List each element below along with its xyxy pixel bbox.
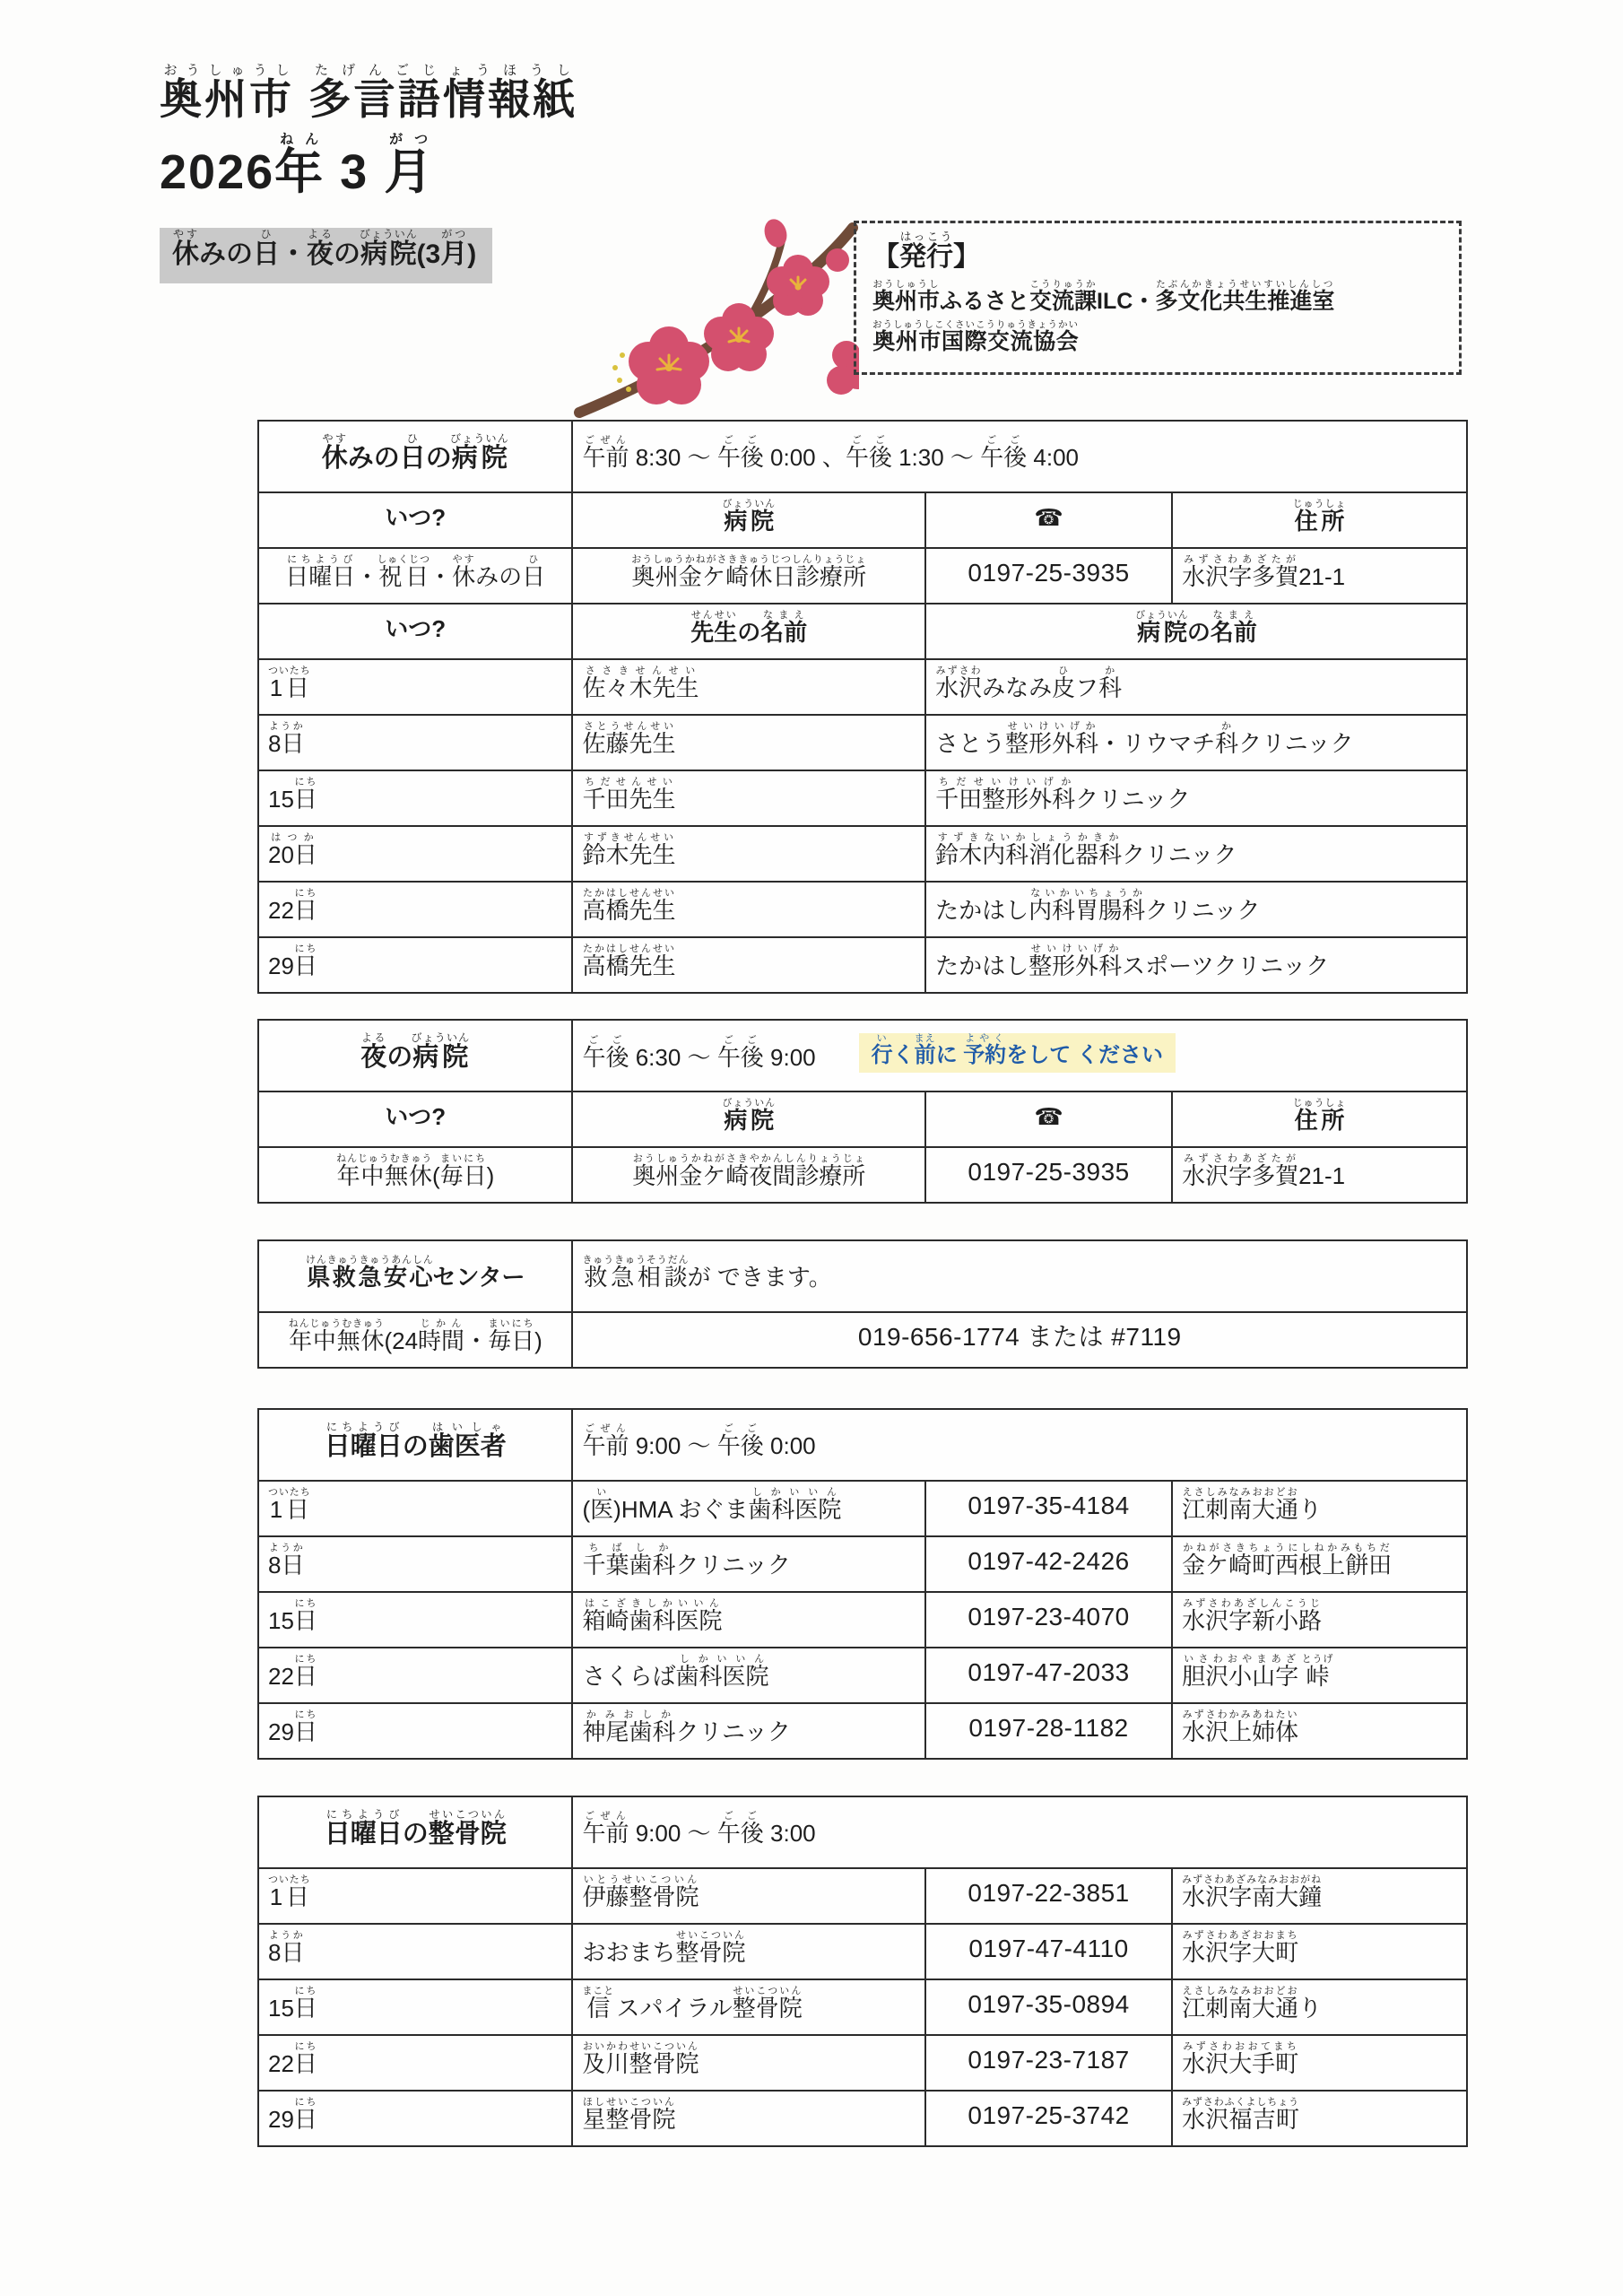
cell-clinic: 神尾歯科かみおしかクリニック: [572, 1703, 925, 1759]
cell-hospital: 奥州金ケ崎夜間診療所おうしゅうかねがさきやかんしんりょうじょ: [572, 1147, 925, 1203]
cell-address: 水沢字南大鐘みずさわあざみなみおおがね: [1172, 1868, 1467, 1924]
col-header-when: いつ?: [258, 1091, 572, 1147]
column-header-row: [258, 492, 1467, 548]
cell-phone: 0197-25-3742: [925, 2091, 1172, 2146]
table-row: [258, 937, 1467, 993]
subtitle-banner: 休やすみの日ひ・夜よるの病院びょういん(3月がつ): [160, 228, 492, 283]
cell-day: 20日はつか: [258, 826, 572, 882]
cell-clinic: 伊藤整骨院いとうせいこついん: [572, 1868, 925, 1924]
cell-clinic: さとう整形外科せいけいげか・リウマチ科かクリニック: [925, 715, 1467, 770]
cell-clinic: 信まこと スパイラル整骨院せいこついん: [572, 1979, 925, 2035]
table-row: [258, 659, 1467, 715]
cell-phone: 0197-23-4070: [925, 1592, 1172, 1648]
cell-day: 1日ついたち: [258, 1868, 572, 1924]
sunday-dentist-table: [257, 1408, 1468, 1760]
cell-phone: 0197-47-4110: [925, 1924, 1172, 1979]
night-hours-cell: [572, 1020, 1467, 1091]
col-header-hospital: 病院びょういん: [572, 492, 925, 548]
publisher-box: [854, 221, 1462, 375]
col-header-when: いつ?: [258, 604, 572, 659]
phone-icon: ☎: [925, 1091, 1172, 1147]
cell-hospital: 奥州金ケ崎休日診療所おうしゅうかねがさききゅうじつしんりょうじょ: [572, 548, 925, 604]
table-title-row: [258, 1409, 1467, 1481]
emergency-description: 救急相談きゅうきゅうそうだんが できます。: [572, 1240, 1467, 1312]
cell-phone: 0197-25-3935: [925, 548, 1172, 604]
cell-phone: 019-656-1774 または #7119: [572, 1312, 1467, 1368]
table-row: [258, 1979, 1467, 2035]
cell-when: 年中無休ねんじゅうむきゅう(24時間じかん・毎日まいにち): [258, 1312, 572, 1368]
cell-address: 江刺南大通えさしみなみおおどおり: [1172, 1979, 1467, 2035]
cell-doctor: 鈴木先生すずきせんせい: [572, 826, 925, 882]
col-header-doctor-name: 先生せんせいの名前なまえ: [572, 604, 925, 659]
publisher-line: 奥州市国際交流協会おうしゅうしこくさいこうりゅうきょうかい: [872, 318, 1079, 354]
night-hours: 午後ごご 6:30 ～ 午後ごご 9:00: [582, 1035, 816, 1072]
column-header-row: [258, 604, 1467, 659]
cell-day: 1日ついたち: [258, 1481, 572, 1536]
table-row: [258, 2035, 1467, 2091]
reservation-note: 行いく前まえに 予約よやくをして ください: [859, 1033, 1176, 1073]
holiday-table-title: 休やすみの日ひの病院びょういん: [258, 421, 572, 492]
plum-blossom-illustration: [563, 204, 859, 420]
title-block: [160, 63, 577, 283]
cell-doctor: 佐々木先生ささきせんせい: [572, 659, 925, 715]
column-header-row: [258, 1091, 1467, 1147]
cell-clinic: 水沢みずさわみなみ皮ひフ科か: [925, 659, 1467, 715]
cell-day: 29日にち: [258, 1703, 572, 1759]
cell-day: 15日にち: [258, 1592, 572, 1648]
sunday-osteopath-table: [257, 1796, 1468, 2147]
table-title-row: [258, 1796, 1467, 1868]
col-header-address: 住所じゅうしょ: [1172, 492, 1467, 548]
cell-day: 1日ついたち: [258, 659, 572, 715]
cell-address: 水沢字多賀みずさわあざたが21-1: [1172, 1147, 1467, 1203]
holiday-hours: 午前ごぜん 8:30 ～ 午後ごご 0:00 、午後ごご 1:30 ～ 午後ごご 4:00: [572, 421, 1467, 492]
table-row: [258, 826, 1467, 882]
dentist-hours: 午前ごぜん 9:00 ～ 午後ごご 0:00: [572, 1409, 1467, 1481]
table-row: [258, 770, 1467, 826]
page-title: 奥州市おうしゅうし 多言語情報紙たげんごじょうほうし: [160, 63, 578, 123]
night-hospital-table: [257, 1019, 1468, 1204]
cell-address: 水沢字新小路みずさわあざしんこうじ: [1172, 1592, 1467, 1648]
cell-clinic: 箱崎歯科医院はこざきしかいいん: [572, 1592, 925, 1648]
holiday-hospital-table: [257, 420, 1468, 994]
table-row: [258, 1536, 1467, 1592]
cell-phone: 0197-28-1182: [925, 1703, 1172, 1759]
table-title-row: [258, 1020, 1467, 1091]
cell-day: 15日にち: [258, 1979, 572, 2035]
cell-clinic: 鈴木内科消化器科すずきないかしょうかきかクリニック: [925, 826, 1467, 882]
table-row: [258, 1312, 1467, 1368]
cell-doctor: 高橋先生たかはしせんせい: [572, 937, 925, 993]
col-header-hospital: 病院びょういん: [572, 1091, 925, 1147]
table-row: [258, 548, 1467, 604]
cell-address: 水沢字大町みずさわあざおおまち: [1172, 1924, 1467, 1979]
cell-phone: 0197-35-0894: [925, 1979, 1172, 2035]
night-table-title: 夜よるの病院びょういん: [258, 1020, 572, 1091]
cell-when: 年中無休ねんじゅうむきゅう(毎日まいにち): [258, 1147, 572, 1203]
table-row: [258, 715, 1467, 770]
cell-clinic: (医い)HMA おぐま歯科医院しかいいん: [572, 1481, 925, 1536]
cell-day: 22日にち: [258, 2035, 572, 2091]
table-row: [258, 1592, 1467, 1648]
cell-day: 8日ようか: [258, 715, 572, 770]
cell-day: 29日にち: [258, 2091, 572, 2146]
cell-day: 8日ようか: [258, 1536, 572, 1592]
publisher-line: 奥州市おうしゅうしふるさと交流課こうりゅうかILC・多文化共生推進室たぶんかきょうせいすいしんしつ: [872, 278, 1335, 314]
col-header-address: 住所じゅうしょ: [1172, 1091, 1467, 1147]
cell-day: 29日にち: [258, 937, 572, 993]
cell-phone: 0197-47-2033: [925, 1648, 1172, 1703]
cell-address: 胆沢小山字いさわおやまあざ 峠とうげ: [1172, 1648, 1467, 1703]
phone-icon: ☎: [925, 492, 1172, 548]
table-title-row: [258, 421, 1467, 492]
cell-when: 日曜日にちようび・祝日しゅくじつ・休やすみの日ひ: [258, 548, 572, 604]
cell-clinic: 千田整形外科ちだせいけいげかクリニック: [925, 770, 1467, 826]
cell-clinic: 星整骨院ほしせいこついん: [572, 2091, 925, 2146]
cell-address: 水沢字多賀みずさわあざたが21-1: [1172, 548, 1467, 604]
publisher-label: 【発行はっこう】: [872, 230, 980, 272]
col-header-when: いつ?: [258, 492, 572, 548]
cell-phone: 0197-22-3851: [925, 1868, 1172, 1924]
cell-day: 8日ようか: [258, 1924, 572, 1979]
cell-clinic: 千葉歯科ちばしかクリニック: [572, 1536, 925, 1592]
dentist-table-title: 日曜日にちようびの歯医者はいしゃ: [258, 1409, 572, 1481]
cell-address: 水沢福吉町みずさわふくよしちょう: [1172, 2091, 1467, 2146]
cell-phone: 0197-25-3935: [925, 1147, 1172, 1203]
cell-doctor: 千田先生ちだせんせい: [572, 770, 925, 826]
issue-date: 2026年ねん 3 月がつ: [160, 131, 435, 199]
cell-address: 水沢大手町みずさわおおてまち: [1172, 2035, 1467, 2091]
cell-phone: 0197-35-4184: [925, 1481, 1172, 1536]
cell-address: 金ケ崎町西根上餅田かねがさきちょうにしねかみもちだ: [1172, 1536, 1467, 1592]
cell-phone: 0197-23-7187: [925, 2035, 1172, 2091]
cell-phone: 0197-42-2426: [925, 1536, 1172, 1592]
table-row: [258, 2091, 1467, 2146]
cell-day: 15日にち: [258, 770, 572, 826]
document-header: [0, 0, 1623, 420]
cell-clinic: たかはし内科胃腸科ないかいちょうかクリニック: [925, 882, 1467, 937]
table-row: [258, 1924, 1467, 1979]
emergency-center-table: [257, 1239, 1468, 1369]
table-row: [258, 1481, 1467, 1536]
cell-address: 水沢上姉体みずさわかみあねたい: [1172, 1703, 1467, 1759]
cell-day: 22日にち: [258, 882, 572, 937]
cell-clinic: たかはし整形外科せいけいげかスポーツクリニック: [925, 937, 1467, 993]
cell-clinic: 及川整骨院おいかわせいこついん: [572, 2035, 925, 2091]
table-row: [258, 882, 1467, 937]
cell-day: 22日にち: [258, 1648, 572, 1703]
osteopath-table-title: 日曜日にちようびの整骨院せいこついん: [258, 1796, 572, 1868]
table-row: [258, 1703, 1467, 1759]
osteopath-hours: 午前ごぜん 9:00 ～ 午後ごご 3:00: [572, 1796, 1467, 1868]
table-row: [258, 1648, 1467, 1703]
table-title-row: [258, 1240, 1467, 1312]
cell-address: 江刺南大通えさしみなみおおどおり: [1172, 1481, 1467, 1536]
cell-clinic: おおまち整骨院せいこついん: [572, 1924, 925, 1979]
table-row: [258, 1147, 1467, 1203]
emergency-table-title: 県救急安心けんきゅうきゅうあんしんセンター: [258, 1240, 572, 1312]
col-header-clinic-name: 病院びょういんの名前なまえ: [925, 604, 1467, 659]
cell-doctor: 佐藤先生さとうせんせい: [572, 715, 925, 770]
cell-doctor: 高橋先生たかはしせんせい: [572, 882, 925, 937]
table-row: [258, 1868, 1467, 1924]
cell-clinic: さくらば歯科医院しかいいん: [572, 1648, 925, 1703]
